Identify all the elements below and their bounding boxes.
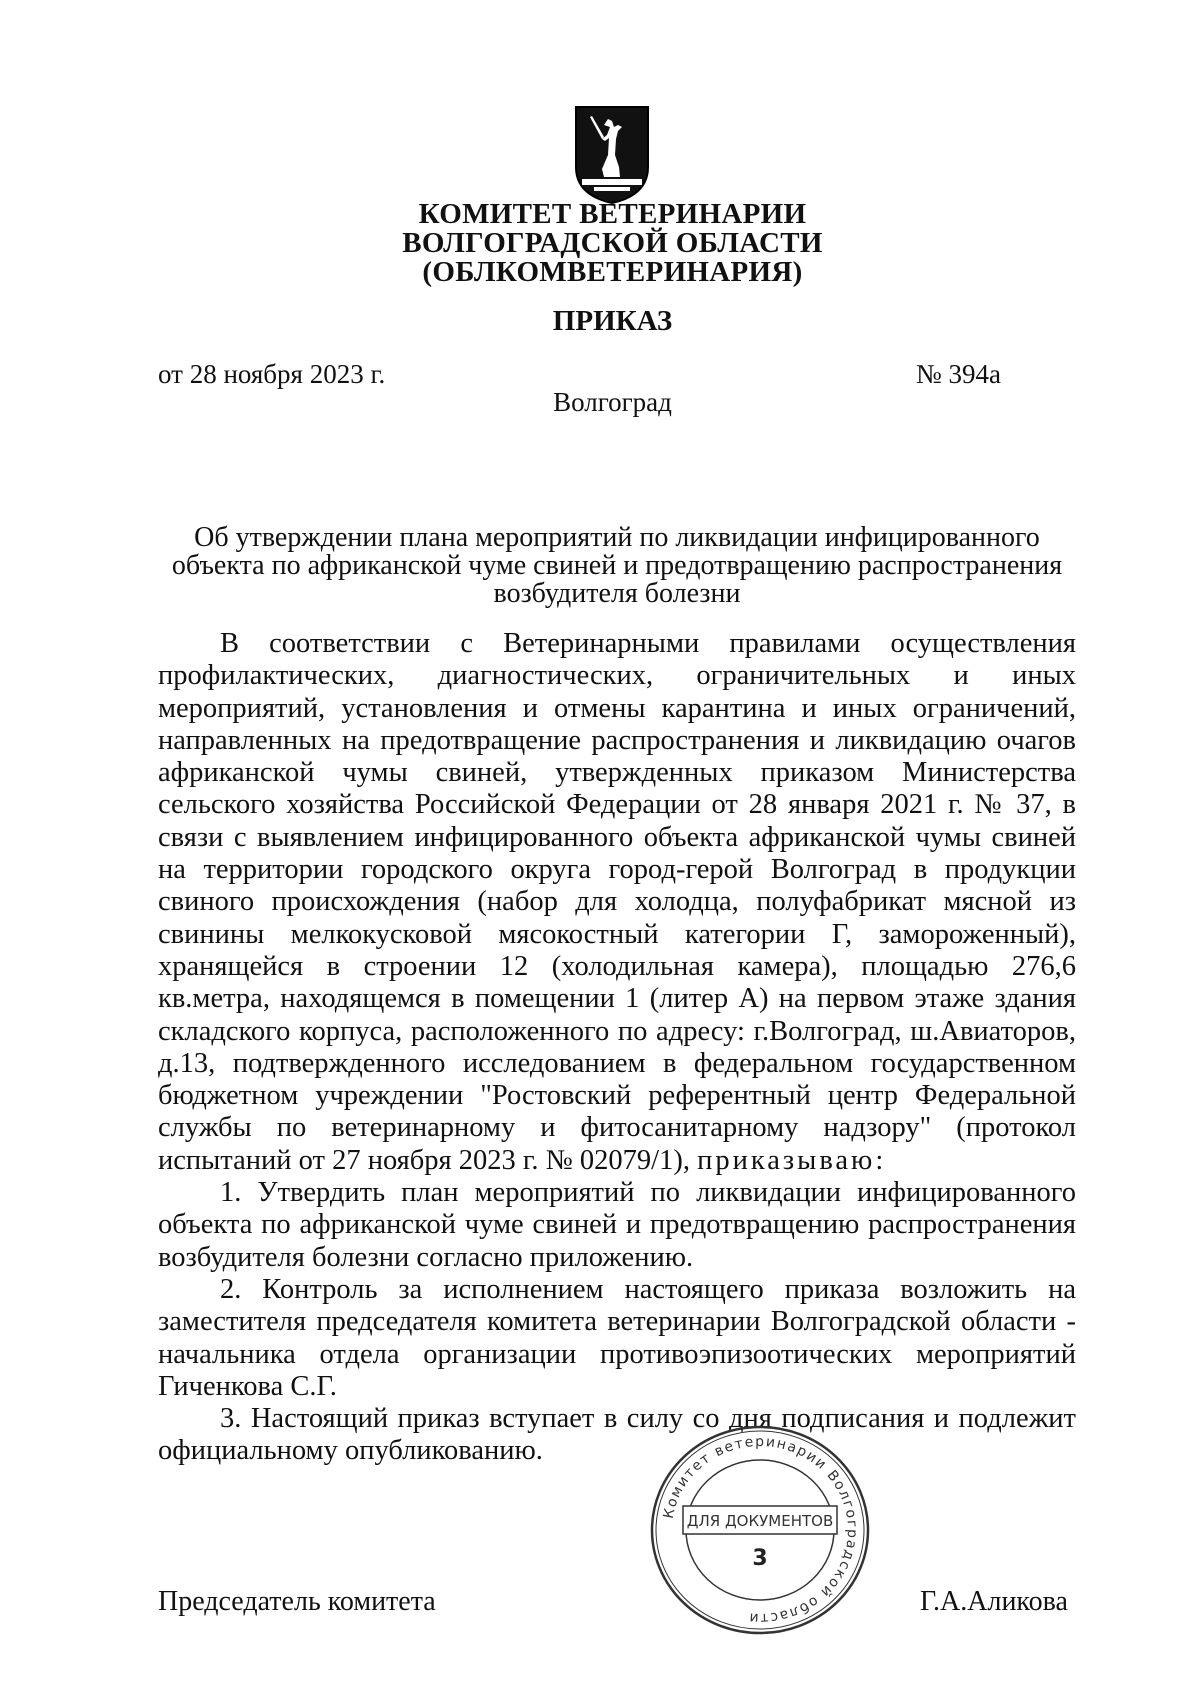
signer-name: Г.А.Аликова bbox=[920, 1586, 1068, 1617]
order-item-3: 3. Настоящий приказ вступает в силу со дня подписания и подлежит официальному опубликованию. bbox=[158, 1403, 1076, 1467]
subject-line-2: объекта по африканской чуме свиней и предотвращению распространения bbox=[171, 550, 1063, 581]
document-city: Волгоград bbox=[553, 387, 672, 417]
subject-line-3: возбудителя болезни bbox=[493, 578, 741, 609]
stamp-center-text: ДЛЯ ДОКУМЕНТОВ bbox=[686, 1512, 834, 1530]
order-word: приказываю: bbox=[697, 1144, 887, 1176]
stamp-ring-text: Комитет ветеринарии Волгоградской области bbox=[660, 1433, 861, 1627]
document-body bbox=[158, 628, 1076, 1468]
stamp-number: 3 bbox=[752, 1546, 768, 1571]
document-number: № 394а bbox=[916, 359, 1001, 389]
org-abbreviation: (ОБЛКОМВЕТЕРИНАРИЯ) bbox=[422, 256, 803, 288]
coat-of-arms-emblem bbox=[574, 105, 650, 205]
signer-title: Председатель комитета bbox=[158, 1586, 436, 1617]
order-item-2: 2. Контроль за исполнением настоящего приказа возложить на заместителя председателя комитета ветеринарии Волгоградской области - начальника отдела организации противоэпизоотических мероприятий Гиченкова С.Г. bbox=[158, 1273, 1076, 1402]
subject-line-1: Об утверждении плана мероприятий по ликвидации инфицированного bbox=[194, 522, 1040, 553]
org-name-line-1: КОМИТЕТ ВЕТЕРИНАРИИ bbox=[418, 198, 807, 230]
org-name-line-2: ВОЛГОГРАДСКОЙ ОБЛАСТИ bbox=[402, 227, 823, 259]
document-subject bbox=[158, 524, 1076, 608]
order-item-1: 1. Утвердить план мероприятий по ликвидации инфицированного объекта по африканской чуме свиней и предотвращению распространения возбудителя болезни согласно приложению. bbox=[158, 1177, 1076, 1273]
preamble-paragraph bbox=[158, 628, 1076, 1177]
official-stamp bbox=[645, 1420, 875, 1640]
preamble-text: В соответствии с Ветеринарными правилами осуществления профилактических, диагностических, ограничительных и иных мероприятий, установления и отмены карантина и иных ограничений, направленных на предотвращение распространения и ликвидацию очагов африканской чумы свиней, утвержденных приказом Министерства сельского хозяйства Российской Федерации от 28 января 2021 г. № 37, в связи с выявлением инфицированного объекта африканской чумы свиней на территории городского округа город-герой Волгоград в продукции свиного происхождения (набор для холодца, полуфабрикат мясной из свинины мелкокусковой мясокостный категории Г, замороженный), хранящейся в строении 12 (холодильная камера), площадью 276,6 кв.метра, находящемся в помещении 1 (литер А) на первом этаже здания складского корпуса, расположенного по адресу: г.Волгоград, ш.Авиаторов, д.13, подтвержденного исследованием в федеральном государственном бюджетном учреждении "Ростовский референтный центр Федеральной службы по ветеринарному и фитосанитарному надзору" (протокол испытаний от 27 ноября 2023 г. № 02079/1), bbox=[158, 628, 1076, 1176]
document-type: ПРИКАЗ bbox=[552, 305, 673, 337]
document-date: от 28 ноября 2023 г. bbox=[158, 359, 386, 389]
